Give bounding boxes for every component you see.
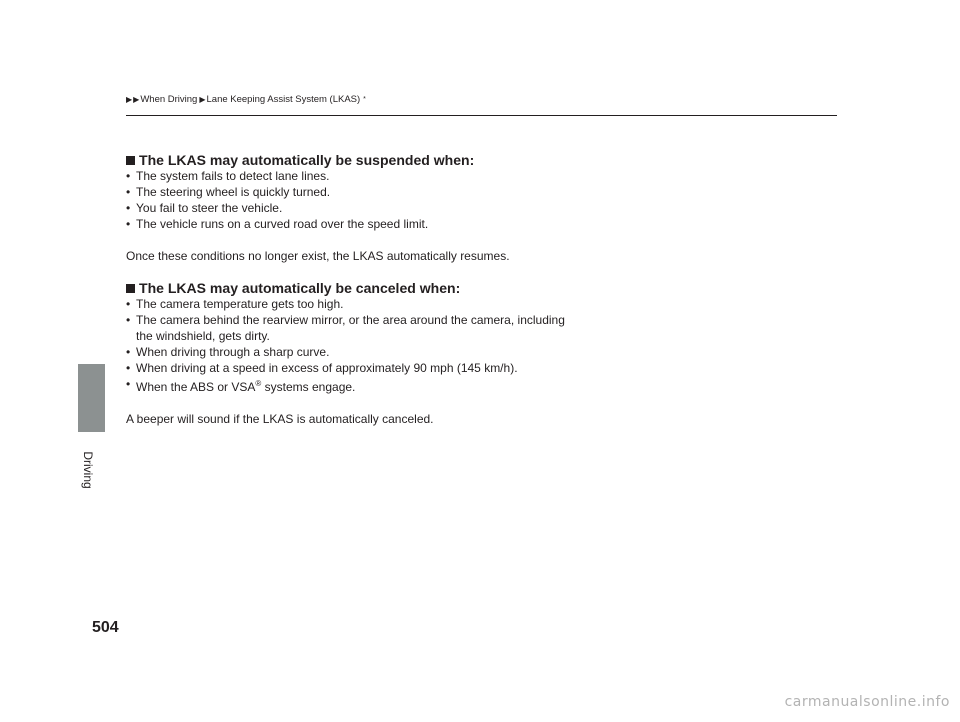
triangle-right-icon: ▶ bbox=[133, 95, 140, 104]
triangle-right-icon: ▶ bbox=[199, 95, 206, 104]
breadcrumb-item[interactable]: Lane Keeping Assist System (LKAS) bbox=[206, 94, 361, 105]
list-item: • You fail to steer the vehicle. bbox=[126, 201, 283, 215]
registered-mark: ® bbox=[255, 379, 262, 388]
breadcrumb bbox=[126, 94, 366, 105]
list-item: • When the ABS or VSA® systems engage. bbox=[126, 377, 356, 394]
list-item: • The camera behind the rearview mirror, or the area around the camera, including the windshield, gets dirty. bbox=[126, 313, 565, 343]
list-item: • The system fails to detect lane lines. bbox=[126, 169, 330, 183]
list-item: • The steering wheel is quickly turned. bbox=[126, 185, 331, 199]
square-bullet-icon bbox=[126, 284, 135, 293]
list-item: • When driving through a sharp curve. bbox=[126, 345, 330, 359]
page-content bbox=[126, 152, 826, 427]
page-number: 504 bbox=[92, 619, 119, 636]
bullet-list bbox=[126, 168, 826, 232]
list-item: • The camera temperature gets too high. bbox=[126, 297, 344, 311]
watermark[interactable]: carmanualsonline.info bbox=[784, 694, 950, 710]
bullet-list bbox=[126, 296, 826, 395]
square-bullet-icon bbox=[126, 156, 135, 165]
triangle-right-icon: ▶ bbox=[126, 95, 133, 104]
header-rule bbox=[126, 115, 837, 116]
side-tab bbox=[78, 364, 105, 432]
list-item: • When driving at a speed in excess of approximately 90 mph (145 km/h). bbox=[126, 361, 518, 375]
section-heading: The LKAS may automatically be suspended when: bbox=[126, 152, 826, 168]
paragraph: A beeper will sound if the LKAS is automatically canceled. bbox=[126, 412, 434, 426]
section-heading: The LKAS may automatically be canceled when: bbox=[126, 280, 826, 296]
breadcrumb-item[interactable]: When Driving bbox=[140, 94, 198, 105]
paragraph: Once these conditions no longer exist, the LKAS automatically resumes. bbox=[126, 249, 510, 263]
side-tab-label: Driving bbox=[81, 451, 95, 489]
footnote-asterisk: * bbox=[363, 96, 366, 103]
list-item: • The vehicle runs on a curved road over the speed limit. bbox=[126, 217, 429, 231]
